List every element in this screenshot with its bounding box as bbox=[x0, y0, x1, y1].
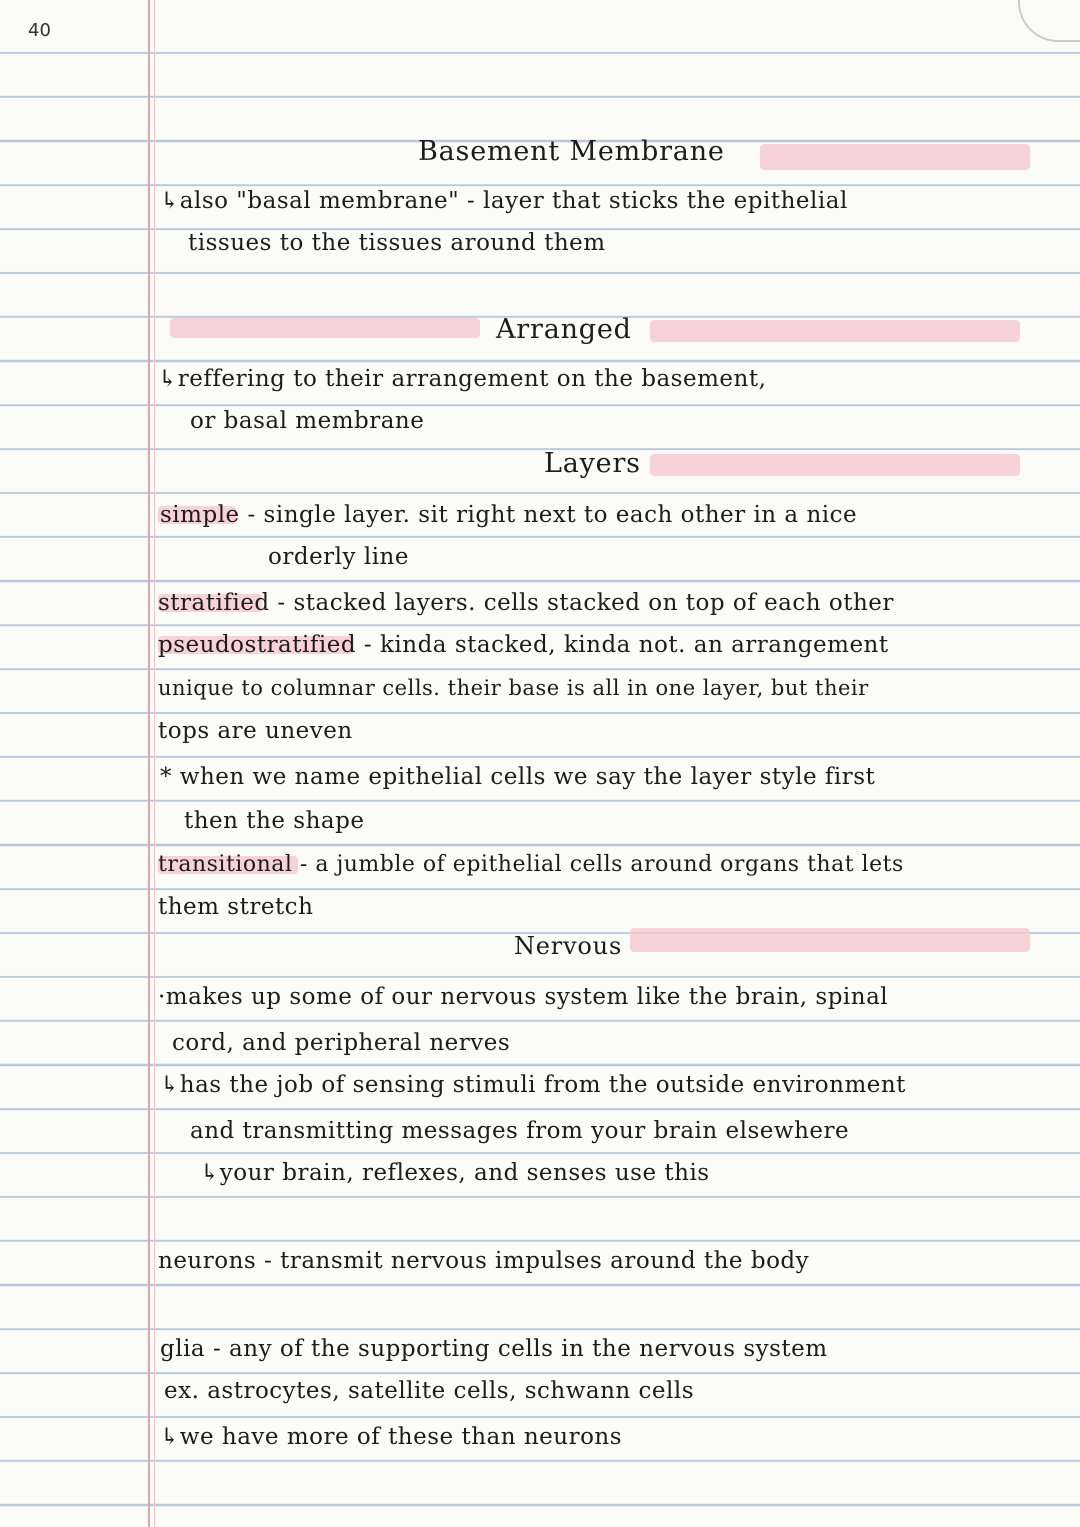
heading-layers: Layers bbox=[544, 448, 641, 479]
highlight-layers bbox=[650, 454, 1020, 476]
transitional-line-2: them stretch bbox=[158, 894, 314, 920]
nervous-line-5: ↳your brain, reflexes, and senses use this bbox=[200, 1160, 710, 1186]
basement-line-1: ↳also "basal membrane" - layer that sticks the epithelial bbox=[160, 188, 848, 214]
highlight-nervous bbox=[630, 928, 1030, 952]
heading-nervous: Nervous bbox=[514, 932, 623, 960]
heading-arranged: Arranged bbox=[496, 314, 632, 345]
pseudostratified-line-3: tops are uneven bbox=[158, 718, 353, 744]
simple-line-2: orderly line bbox=[268, 544, 409, 570]
nervous-line-2: cord, and peripheral nerves bbox=[172, 1030, 511, 1056]
basement-line-2: tissues to the tissues around them bbox=[188, 230, 606, 256]
note-line-2: then the shape bbox=[184, 808, 365, 834]
highlight-arranged-left bbox=[170, 318, 480, 338]
neurons-line: neurons - transmit nervous impulses around the body bbox=[158, 1248, 810, 1274]
highlight-basement bbox=[760, 144, 1030, 170]
simple-line-1: simple - single layer. sit right next to each other in a nice bbox=[160, 502, 858, 528]
nervous-line-4: and transmitting messages from your brain elsewhere bbox=[190, 1118, 850, 1144]
pseudostratified-line-1: pseudostratified - kinda stacked, kinda not. an arrangement bbox=[158, 632, 889, 658]
page-corner-curl bbox=[1018, 0, 1080, 42]
margin-line bbox=[148, 0, 150, 1527]
nervous-line-1: ·makes up some of our nervous system like the brain, spinal bbox=[158, 984, 889, 1010]
heading-basement-membrane: Basement Membrane bbox=[418, 136, 725, 167]
glia-line-1: glia - any of the supporting cells in the nervous system bbox=[160, 1336, 828, 1362]
glia-line-2: ex. astrocytes, satellite cells, schwann cells bbox=[164, 1378, 695, 1404]
pseudostratified-line-2: unique to columnar cells. their base is all in one layer, but their bbox=[158, 676, 869, 700]
transitional-line-1: transitional - a jumble of epithelial cells around organs that lets bbox=[158, 852, 904, 877]
nervous-line-3: ↳has the job of sensing stimuli from the outside environment bbox=[160, 1072, 906, 1098]
page-number: 40 bbox=[28, 20, 51, 41]
highlight-arranged-right bbox=[650, 320, 1020, 342]
arranged-line-2: or basal membrane bbox=[190, 408, 425, 434]
margin-line-secondary bbox=[154, 0, 155, 1527]
glia-line-3: ↳we have more of these than neurons bbox=[160, 1424, 623, 1450]
note-line-1: * when we name epithelial cells we say the layer style first bbox=[160, 764, 876, 790]
arranged-line-1: ↳reffering to their arrangement on the basement, bbox=[158, 366, 767, 392]
stratified-line-1: stratified - stacked layers. cells stacked on top of each other bbox=[158, 590, 894, 616]
